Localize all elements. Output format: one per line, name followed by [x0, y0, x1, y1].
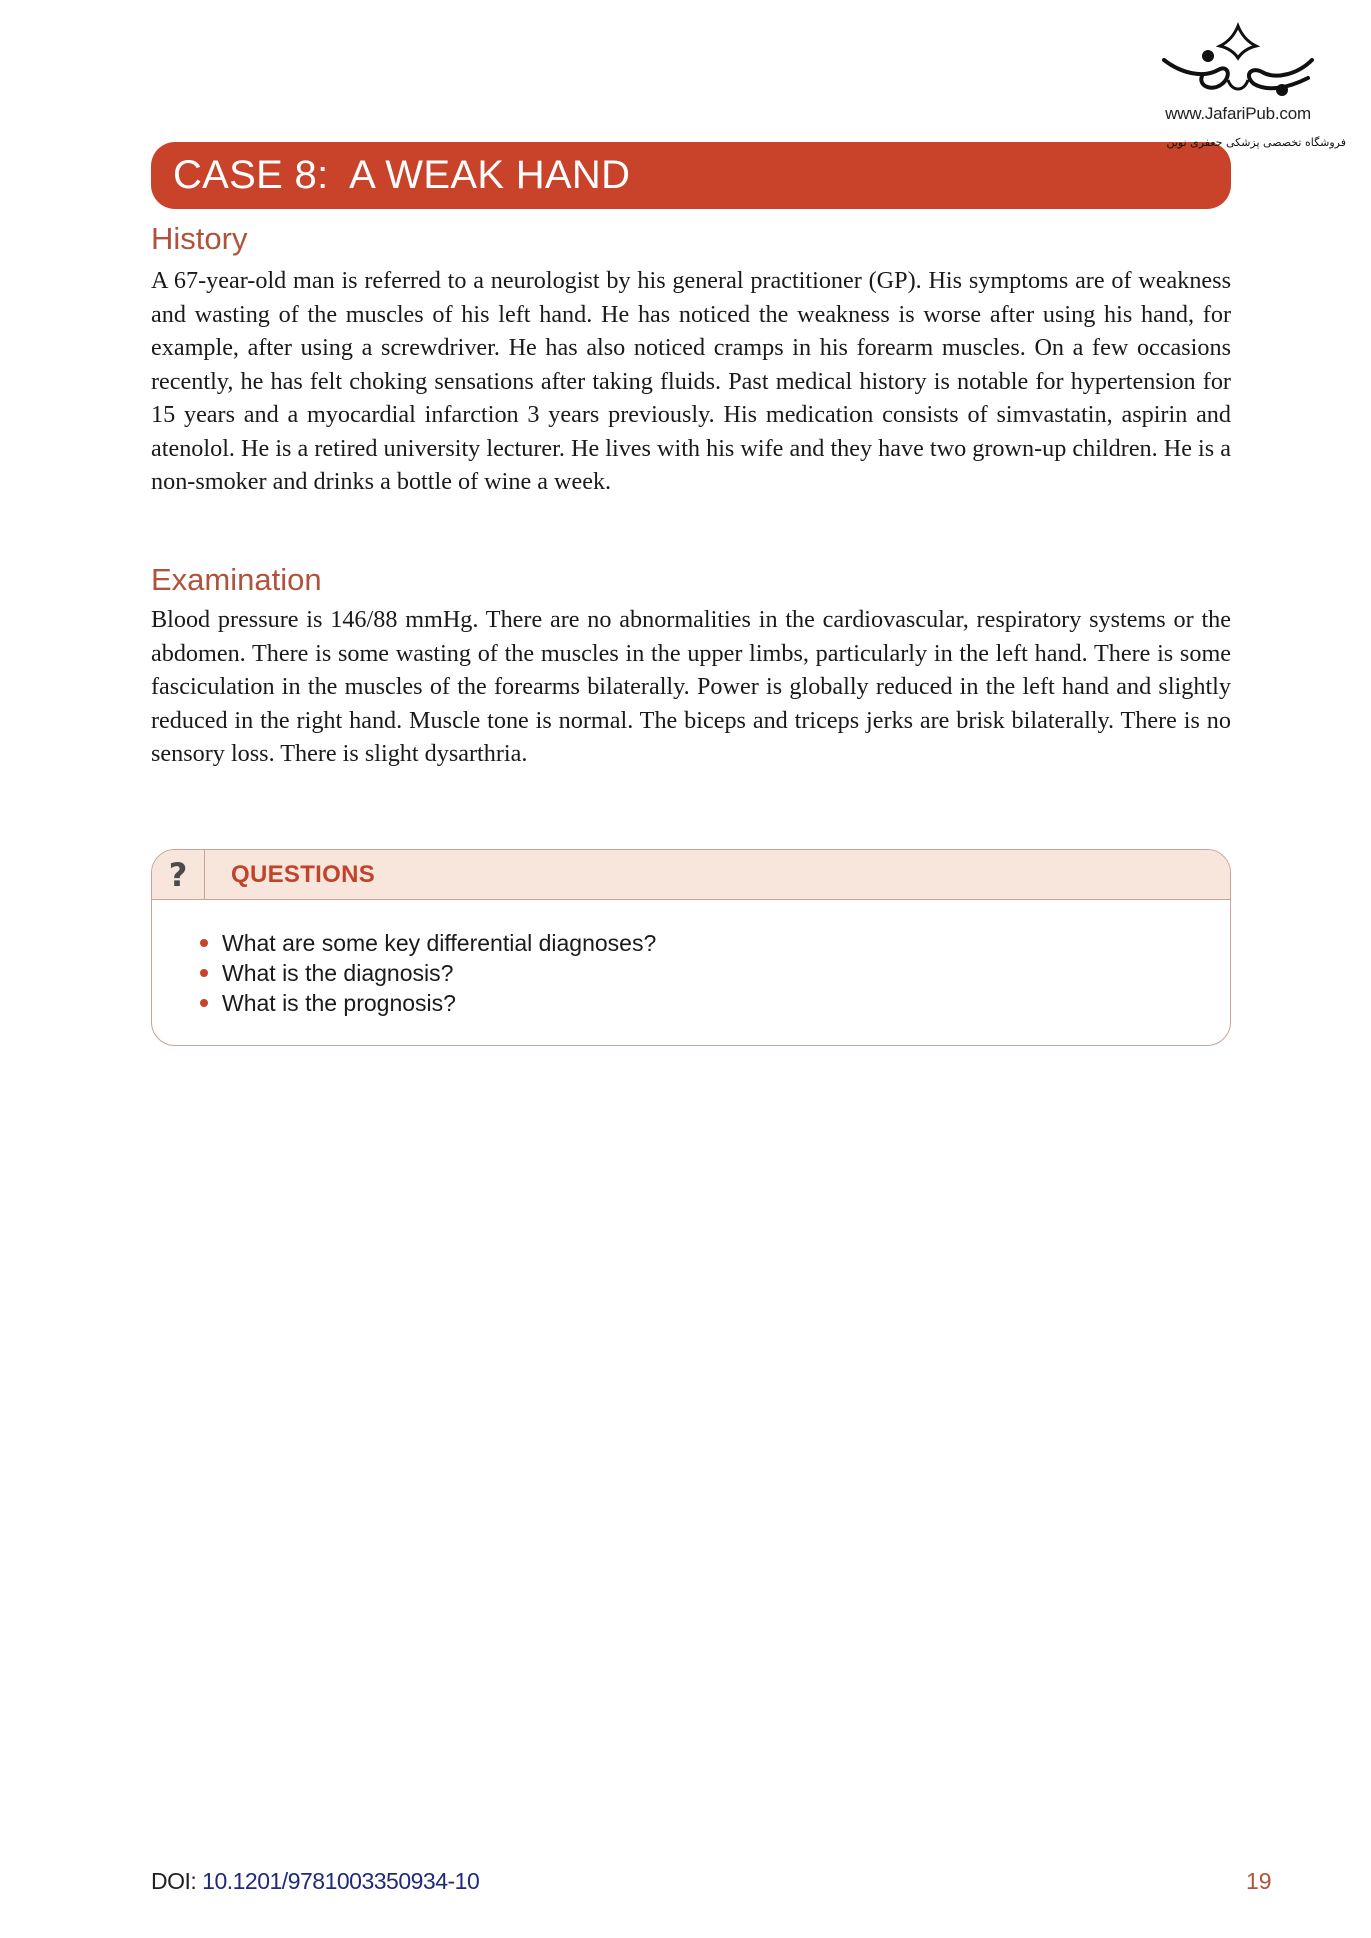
doi-link[interactable]: 10.1201/9781003350934-10 — [202, 1868, 480, 1894]
question-text: What is the diagnosis? — [222, 960, 454, 986]
questions-header — [152, 850, 1230, 900]
question-mark-icon: ? — [152, 850, 205, 899]
question-text: What is the prognosis? — [222, 990, 456, 1016]
publisher-url: www.JafariPub.com — [1165, 104, 1311, 123]
question-item — [200, 928, 1230, 958]
question-item — [200, 988, 1230, 1018]
case-banner — [151, 142, 1231, 209]
examination-heading: Examination — [151, 562, 322, 597]
examination-text: Blood pressure is 146/88 mmHg. There are no abnormalities in the cardiovascular, respiratory systems or the abdomen. There is some wasting of the muscles in the upper limbs, particularly in the left hand. There is some fasciculation in the muscles of the forearms bilaterally. Power is globally reduced in the left hand and slightly reduced in the right hand. Muscle tone is normal. The biceps and triceps jerks are brisk bilaterally. There is no sensory loss. There is slight dysarthria. — [151, 606, 1231, 767]
footer-doi — [151, 1868, 479, 1895]
doi-label: DOI: — [151, 1868, 203, 1894]
questions-box — [151, 849, 1231, 1046]
bullet-icon — [200, 939, 208, 947]
calligraphy-logo-icon — [1158, 22, 1318, 102]
question-item — [200, 958, 1230, 988]
bullet-icon — [200, 969, 208, 977]
questions-list — [152, 900, 1230, 1018]
questions-title: QUESTIONS — [231, 860, 376, 888]
publisher-logo — [1128, 22, 1348, 124]
history-text: A 67-year-old man is referred to a neurologist by his general practitioner (GP). His symptoms are of weakness and wasting of the muscles of his left hand. He has noticed the weakness is worse after using his hand, for example, after using a screwdriver. He has also noticed cramps in his forearm muscles. On a few occasions recently, he has felt choking sensations after taking fluids. Past medical history is notable for hypertension for 15 years and a myocardial infarction 3 years previously. His medication consists of simvastatin, aspirin and atenolol. He is a retired university lecturer. He lives with his wife and they have two grown-up children. He is a non-smoker and drinks a bottle of wine a week. — [151, 267, 1231, 495]
page-number: 19 — [1246, 1868, 1272, 1894]
bullet-icon — [200, 999, 208, 1007]
case-title: CASE 8: A WEAK HAND — [173, 153, 631, 197]
publisher-tagline: فروشگاه تخصصی پزشکی جعفری نوین — [1166, 136, 1346, 149]
question-text: What are some key differential diagnoses? — [222, 930, 657, 956]
history-heading: History — [151, 221, 248, 256]
